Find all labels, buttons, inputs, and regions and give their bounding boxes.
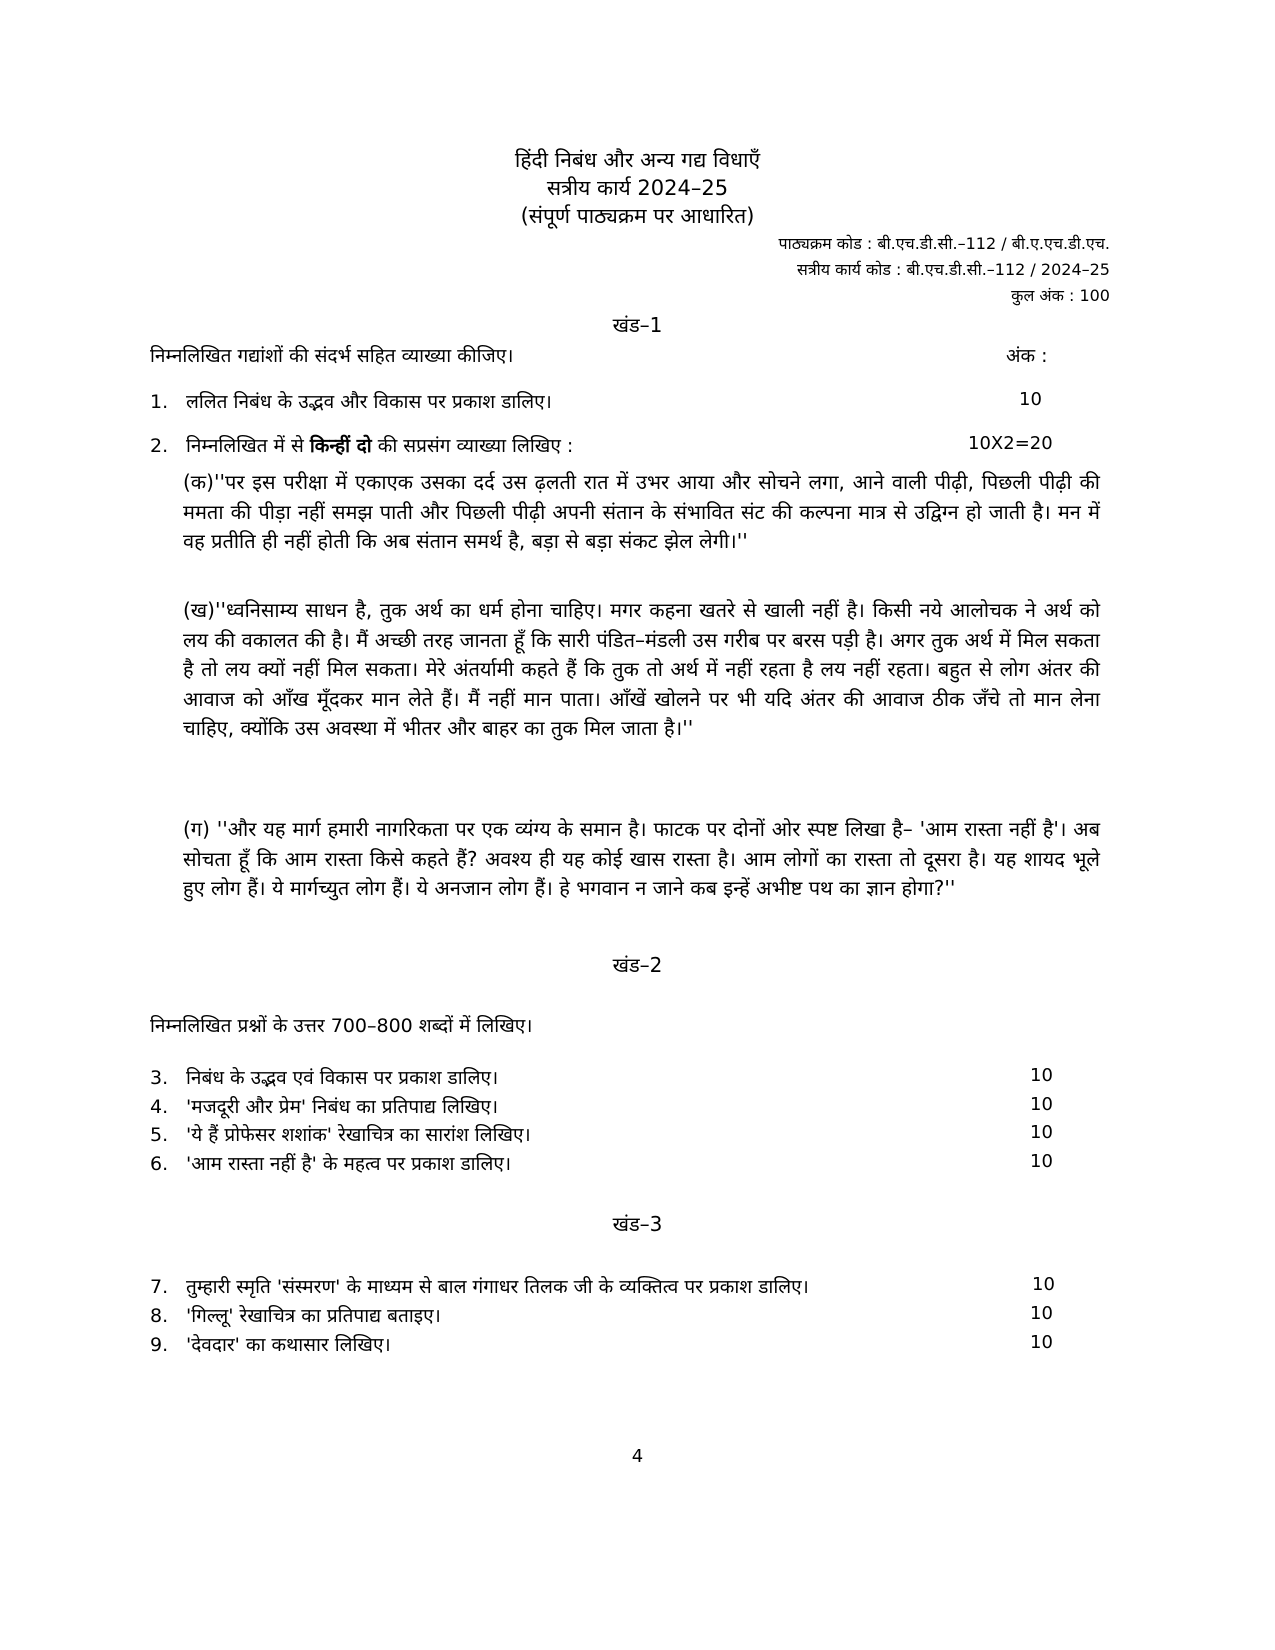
question-2-marks: 10X2=20 xyxy=(968,433,1053,454)
question-2 xyxy=(150,432,573,458)
passage-kha xyxy=(183,596,1100,744)
question-5 xyxy=(150,1121,531,1147)
question-text-part: निम्नलिखित में से xyxy=(186,435,310,457)
passage-text: ''और यह मार्ग हमारी नागरिकता पर एक व्यंग्य के समान है। फाटक पर दोनों ओर स्पष्ट लिखा है– 'आम रास्ता नहीं है'। अब सोचता हूँ कि आम रास्ता किसे कहते हैं? अवश्य ही यह कोई खास रास्ता है। आम लोगों का रास्ता तो दूसरा है। यह शायद भूले हुए लोग हैं। ये मार्गच्युत लोग हैं। ये अनजान लोग हैं। हे भगवान न जाने कब इन्हें अभीष्ट पथ का ज्ञान होगा?'' xyxy=(183,817,1100,900)
passage-text: ''ध्वनिसाम्य साधन है, तुक अर्थ का धर्म होना चाहिए। मगर कहना खतरे से खाली नहीं है। किसी नये आलोचक ने अर्थ को लय की वकालत की है। मैं अच्छी तरह जानता हूँ कि सारी पंडित–मंडली उस गरीब पर बरस पड़ी है। अगर तुक अर्थ में मिल सकता है तो लय क्यों नहीं मिल सकता। मेरे अंतर्यामी कहते हैं कि तुक तो अर्थ में नहीं रहता है लय नहीं रहता। बहुत से लोग अंतर की आवाज को आँख मूँदकर मान लेते हैं। मैं नहीं मान पाता। आँखें खोलने पर भी यदि अंतर की आवाज ठीक जँचे तो मान लेना चाहिए, क्योंकि उस अवस्था में भीतर और बाहर का तुक मिल जाता है।'' xyxy=(183,598,1100,740)
question-6-marks: 10 xyxy=(1030,1151,1053,1172)
passage-ka xyxy=(183,468,1100,557)
passage-label: (क) xyxy=(183,470,214,494)
section-1-instruction: निम्नलिखित गद्यांशों की संदर्भ सहित व्याख्या कीजिए। xyxy=(150,345,514,367)
question-1-marks: 10 xyxy=(1019,389,1042,410)
question-text: ललित निबंध के उद्भव और विकास पर प्रकाश डालिए। xyxy=(186,391,552,413)
section-2-heading: खंड–2 xyxy=(612,953,663,977)
assignment-code: सत्रीय कार्य कोड : बी.एच.डी.सी.–112 / 2024–25 xyxy=(797,260,1110,279)
question-text: 'गिल्लू' रेखाचित्र का प्रतिपाद्य बताइए। xyxy=(186,1305,441,1327)
question-text: 'देवदार' का कथासार लिखिए। xyxy=(186,1334,391,1356)
question-number: 1. xyxy=(150,391,169,413)
question-number: 5. xyxy=(150,1124,169,1146)
question-number: 9. xyxy=(150,1334,169,1356)
question-8-marks: 10 xyxy=(1030,1303,1053,1324)
question-5-marks: 10 xyxy=(1030,1122,1053,1143)
question-text: निबंध के उद्भव एवं विकास पर प्रकाश डालिए। xyxy=(186,1067,499,1089)
passage-text: ''पर इस परीक्षा में एकाएक उसका दर्द उस ढ़लती रात में उभर आया और सोचने लगा, आने वाली पीढ़ी, पिछली पीढ़ी की ममता की पीड़ा नहीं समझ पाती और पिछली पीढ़ी अपनी संतान के संभावित संट की कल्पना मात्र से उद्विग्न हो जाती है। मन में वह प्रतीति ही नहीं होती कि अब संतान समर्थ है, बड़ा से बड़ा संकट झेल लेगी।'' xyxy=(183,470,1100,553)
question-9-marks: 10 xyxy=(1030,1332,1053,1353)
question-3 xyxy=(150,1064,498,1090)
document-subtitle: सत्रीय कार्य 2024–25 xyxy=(546,176,729,200)
question-number: 7. xyxy=(150,1276,169,1298)
question-7-marks: 10 xyxy=(1032,1274,1055,1295)
passage-label: (ख) xyxy=(183,598,215,622)
question-text-emphasis: किन्हीं दो xyxy=(309,435,372,457)
question-8 xyxy=(150,1302,441,1328)
question-text: 'आम रास्ता नहीं है' के महत्व पर प्रकाश डालिए। xyxy=(186,1153,512,1175)
passage-ga xyxy=(183,815,1100,904)
section-3-heading: खंड–3 xyxy=(612,1212,663,1236)
question-number: 6. xyxy=(150,1153,169,1175)
question-7 xyxy=(150,1273,809,1299)
document-title: हिंदी निबंध और अन्य गद्य विधाएँ xyxy=(514,148,761,172)
question-9 xyxy=(150,1331,391,1357)
page-number: 4 xyxy=(631,1446,644,1467)
question-text: तुम्हारी स्मृति 'संस्मरण' के माध्यम से बाल गंगाधर तिलक जी के व्यक्तित्व पर प्रकाश डालिए। xyxy=(186,1276,809,1298)
question-text-part: की सप्रसंग व्याख्या लिखिए : xyxy=(371,435,574,457)
question-6 xyxy=(150,1150,511,1176)
document-basis: (संपूर्ण पाठ्यक्रम पर आधारित) xyxy=(520,204,755,228)
question-4-marks: 10 xyxy=(1030,1094,1053,1115)
section-2-instruction: निम्नलिखित प्रश्नों के उत्तर 700–800 शब्दों में लिखिए। xyxy=(150,1015,533,1037)
question-1 xyxy=(150,388,552,414)
total-marks: कुल अंक : 100 xyxy=(1011,286,1110,305)
passage-label: (ग) xyxy=(183,817,210,841)
question-number: 8. xyxy=(150,1305,169,1327)
question-4 xyxy=(150,1093,498,1119)
question-3-marks: 10 xyxy=(1030,1065,1053,1086)
course-code: पाठ्यक्रम कोड : बी.एच.डी.सी.–112 / बी.ए.एच.डी.एच. xyxy=(778,234,1110,253)
marks-label: अंक : xyxy=(1006,345,1048,367)
section-1-heading: खंड–1 xyxy=(612,313,663,337)
question-number: 2. xyxy=(150,435,169,457)
question-text: 'मजदूरी और प्रेम' निबंध का प्रतिपाद्य लिखिए। xyxy=(186,1096,499,1118)
question-number: 3. xyxy=(150,1067,169,1089)
question-text: 'ये हैं प्रोफेसर शशांक' रेखाचित्र का सारांश लिखिए। xyxy=(186,1124,531,1146)
question-number: 4. xyxy=(150,1096,169,1118)
